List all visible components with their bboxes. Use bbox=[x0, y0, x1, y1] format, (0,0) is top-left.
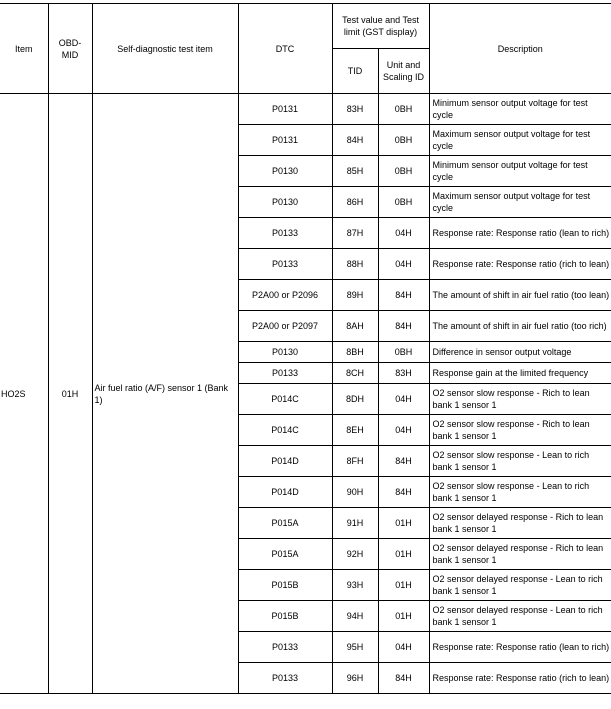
header-tid: TID bbox=[332, 49, 378, 94]
dtc-cell: P014C bbox=[238, 384, 332, 415]
tid-cell: 91H bbox=[332, 508, 378, 539]
dtc-cell: P015B bbox=[238, 570, 332, 601]
dtc-cell: P0130 bbox=[238, 187, 332, 218]
unit-scaling-cell: 04H bbox=[378, 632, 429, 663]
dtc-cell: P0130 bbox=[238, 342, 332, 363]
unit-scaling-cell: 01H bbox=[378, 539, 429, 570]
tid-cell: 96H bbox=[332, 663, 378, 694]
description-cell: Response rate: Response ratio (lean to rich) bbox=[429, 218, 611, 249]
dtc-cell: P2A00 or P2097 bbox=[238, 311, 332, 342]
obd-mid-cell: 01H bbox=[48, 94, 92, 694]
unit-scaling-cell: 01H bbox=[378, 508, 429, 539]
description-cell: Maximum sensor output voltage for test cycle bbox=[429, 187, 611, 218]
tid-cell: 88H bbox=[332, 249, 378, 280]
unit-scaling-cell: 01H bbox=[378, 601, 429, 632]
tid-cell: 90H bbox=[332, 477, 378, 508]
description-cell: Minimum sensor output voltage for test cycle bbox=[429, 94, 611, 125]
dtc-cell: P0130 bbox=[238, 156, 332, 187]
description-cell: O2 sensor delayed response - Lean to rich bank 1 sensor 1 bbox=[429, 570, 611, 601]
tid-cell: 84H bbox=[332, 125, 378, 156]
description-cell: Response rate: Response ratio (rich to lean) bbox=[429, 249, 611, 280]
unit-scaling-cell: 0BH bbox=[378, 125, 429, 156]
header-unit-scaling-id: Unit and Scaling ID bbox=[378, 49, 429, 94]
table-row bbox=[0, 94, 611, 125]
item-cell: HO2S bbox=[0, 94, 48, 694]
header-item: Item bbox=[0, 4, 48, 94]
tid-cell: 85H bbox=[332, 156, 378, 187]
unit-scaling-cell: 84H bbox=[378, 280, 429, 311]
description-cell: Response gain at the limited frequency bbox=[429, 363, 611, 384]
tid-cell: 8BH bbox=[332, 342, 378, 363]
tid-cell: 8AH bbox=[332, 311, 378, 342]
unit-scaling-cell: 0BH bbox=[378, 187, 429, 218]
dtc-cell: P014D bbox=[238, 446, 332, 477]
table-body bbox=[0, 94, 611, 694]
header-description: Description bbox=[429, 4, 611, 94]
description-cell: O2 sensor delayed response - Rich to lean bank 1 sensor 1 bbox=[429, 508, 611, 539]
dtc-cell: P2A00 or P2096 bbox=[238, 280, 332, 311]
tid-cell: 89H bbox=[332, 280, 378, 311]
dtc-cell: P0133 bbox=[238, 249, 332, 280]
tid-cell: 8FH bbox=[332, 446, 378, 477]
header-self-diagnostic-item: Self-diagnostic test item bbox=[92, 4, 238, 94]
dtc-cell: P0133 bbox=[238, 363, 332, 384]
dtc-cell: P015A bbox=[238, 539, 332, 570]
description-cell: O2 sensor slow response - Rich to lean bank 1 sensor 1 bbox=[429, 384, 611, 415]
unit-scaling-cell: 04H bbox=[378, 384, 429, 415]
unit-scaling-cell: 84H bbox=[378, 663, 429, 694]
dtc-cell: P0133 bbox=[238, 218, 332, 249]
description-cell: O2 sensor slow response - Rich to lean bank 1 sensor 1 bbox=[429, 415, 611, 446]
dtc-cell: P015A bbox=[238, 508, 332, 539]
tid-cell: 92H bbox=[332, 539, 378, 570]
unit-scaling-cell: 84H bbox=[378, 446, 429, 477]
tid-cell: 95H bbox=[332, 632, 378, 663]
header-obd-mid: OBD- MID bbox=[48, 4, 92, 94]
unit-scaling-cell: 0BH bbox=[378, 156, 429, 187]
description-cell: Difference in sensor output voltage bbox=[429, 342, 611, 363]
unit-scaling-cell: 04H bbox=[378, 249, 429, 280]
description-cell: Response rate: Response ratio (rich to lean) bbox=[429, 663, 611, 694]
dtc-cell: P0133 bbox=[238, 663, 332, 694]
dtc-cell: P014C bbox=[238, 415, 332, 446]
header-dtc: DTC bbox=[238, 4, 332, 94]
tid-cell: 86H bbox=[332, 187, 378, 218]
header-test-value-group: Test value and Test limit (GST display) bbox=[332, 4, 429, 49]
description-cell: The amount of shift in air fuel ratio (too rich) bbox=[429, 311, 611, 342]
diagnostic-table bbox=[0, 3, 611, 694]
description-cell: Response rate: Response ratio (lean to rich) bbox=[429, 632, 611, 663]
tid-cell: 8DH bbox=[332, 384, 378, 415]
unit-scaling-cell: 0BH bbox=[378, 342, 429, 363]
unit-scaling-cell: 0BH bbox=[378, 94, 429, 125]
tid-cell: 87H bbox=[332, 218, 378, 249]
dtc-cell: P015B bbox=[238, 601, 332, 632]
dtc-cell: P0131 bbox=[238, 125, 332, 156]
tid-cell: 83H bbox=[332, 94, 378, 125]
dtc-cell: P0133 bbox=[238, 632, 332, 663]
unit-scaling-cell: 04H bbox=[378, 218, 429, 249]
description-cell: The amount of shift in air fuel ratio (too lean) bbox=[429, 280, 611, 311]
unit-scaling-cell: 83H bbox=[378, 363, 429, 384]
tid-cell: 93H bbox=[332, 570, 378, 601]
description-cell: O2 sensor slow response - Lean to rich bank 1 sensor 1 bbox=[429, 477, 611, 508]
unit-scaling-cell: 84H bbox=[378, 477, 429, 508]
self-diagnostic-item-cell: Air fuel ratio (A/F) sensor 1 (Bank 1) bbox=[92, 94, 238, 694]
description-cell: Minimum sensor output voltage for test cycle bbox=[429, 156, 611, 187]
description-cell: O2 sensor delayed response - Lean to rich bank 1 sensor 1 bbox=[429, 601, 611, 632]
dtc-cell: P014D bbox=[238, 477, 332, 508]
description-cell: O2 sensor delayed response - Rich to lean bank 1 sensor 1 bbox=[429, 539, 611, 570]
tid-cell: 8CH bbox=[332, 363, 378, 384]
unit-scaling-cell: 01H bbox=[378, 570, 429, 601]
unit-scaling-cell: 04H bbox=[378, 415, 429, 446]
description-cell: O2 sensor slow response - Lean to rich bank 1 sensor 1 bbox=[429, 446, 611, 477]
unit-scaling-cell: 84H bbox=[378, 311, 429, 342]
description-cell: Maximum sensor output voltage for test cycle bbox=[429, 125, 611, 156]
tid-cell: 8EH bbox=[332, 415, 378, 446]
tid-cell: 94H bbox=[332, 601, 378, 632]
dtc-cell: P0131 bbox=[238, 94, 332, 125]
